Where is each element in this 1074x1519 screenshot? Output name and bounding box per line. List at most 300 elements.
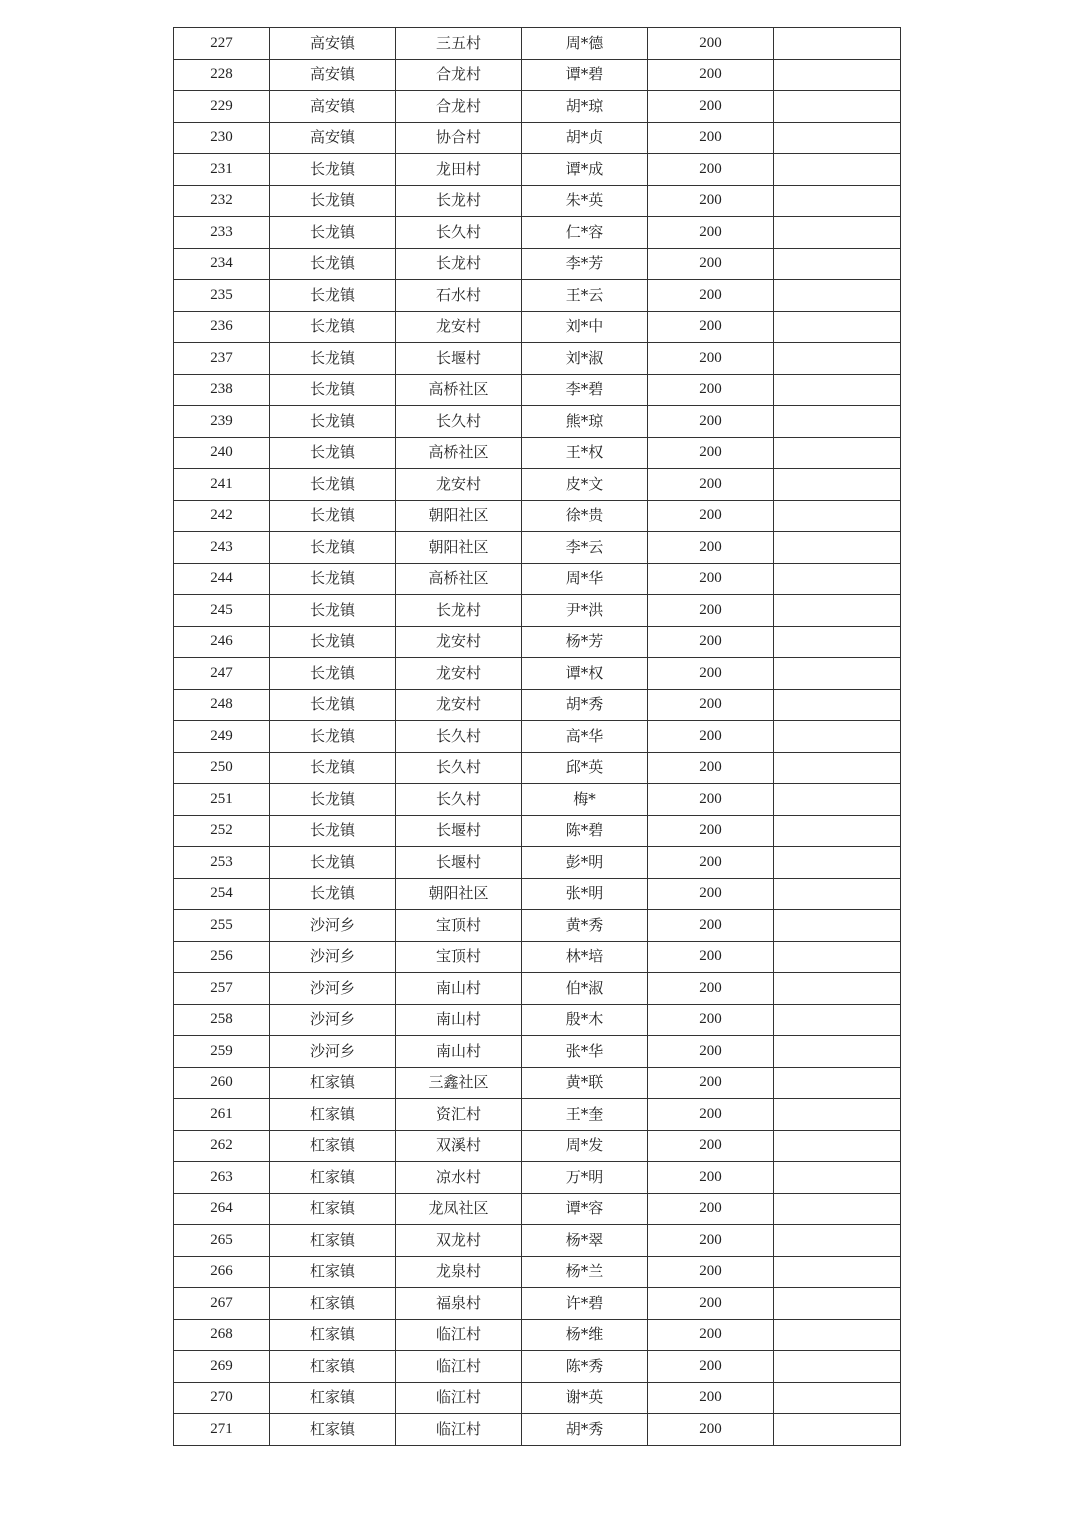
remarks-cell — [774, 469, 901, 501]
remarks-cell — [774, 626, 901, 658]
table-row — [174, 1414, 901, 1446]
remarks-cell — [774, 500, 901, 532]
name-cell: 周*发 — [522, 1130, 648, 1162]
serial-number-cell: 237 — [174, 343, 270, 375]
town-cell: 长龙镇 — [270, 469, 396, 501]
name-cell: 周*华 — [522, 563, 648, 595]
table-row — [174, 374, 901, 406]
table-row — [174, 1288, 901, 1320]
village-cell: 长龙村 — [396, 595, 522, 627]
village-cell: 龙安村 — [396, 626, 522, 658]
amount-cell: 200 — [648, 658, 774, 690]
serial-number-cell: 264 — [174, 1193, 270, 1225]
town-cell: 沙河乡 — [270, 1036, 396, 1068]
serial-number-cell: 255 — [174, 910, 270, 942]
serial-number-cell: 235 — [174, 280, 270, 312]
remarks-cell — [774, 1067, 901, 1099]
town-cell: 高安镇 — [270, 122, 396, 154]
serial-number-cell: 269 — [174, 1351, 270, 1383]
village-cell: 长久村 — [396, 406, 522, 438]
village-cell: 长堰村 — [396, 343, 522, 375]
name-cell: 徐*贵 — [522, 500, 648, 532]
serial-number-cell: 250 — [174, 752, 270, 784]
town-cell: 长龙镇 — [270, 721, 396, 753]
village-cell: 凉水村 — [396, 1162, 522, 1194]
table-row — [174, 343, 901, 375]
name-cell: 杨*芳 — [522, 626, 648, 658]
remarks-cell — [774, 1193, 901, 1225]
name-cell: 陈*秀 — [522, 1351, 648, 1383]
name-cell: 王*云 — [522, 280, 648, 312]
remarks-cell — [774, 1351, 901, 1383]
name-cell: 林*培 — [522, 941, 648, 973]
village-cell: 长堰村 — [396, 815, 522, 847]
village-cell: 长久村 — [396, 752, 522, 784]
table-row — [174, 1225, 901, 1257]
serial-number-cell: 247 — [174, 658, 270, 690]
name-cell: 胡*琼 — [522, 91, 648, 123]
name-cell: 胡*秀 — [522, 689, 648, 721]
serial-number-cell: 228 — [174, 59, 270, 91]
table-row — [174, 311, 901, 343]
serial-number-cell: 242 — [174, 500, 270, 532]
town-cell: 长龙镇 — [270, 595, 396, 627]
remarks-cell — [774, 343, 901, 375]
name-cell: 张*华 — [522, 1036, 648, 1068]
amount-cell: 200 — [648, 1004, 774, 1036]
table-row — [174, 1162, 901, 1194]
town-cell: 杠家镇 — [270, 1319, 396, 1351]
remarks-cell — [774, 721, 901, 753]
serial-number-cell: 259 — [174, 1036, 270, 1068]
village-cell: 龙凤社区 — [396, 1193, 522, 1225]
village-cell: 龙安村 — [396, 658, 522, 690]
town-cell: 长龙镇 — [270, 500, 396, 532]
village-cell: 高桥社区 — [396, 563, 522, 595]
name-cell: 谭*容 — [522, 1193, 648, 1225]
name-cell: 张*明 — [522, 878, 648, 910]
town-cell: 杠家镇 — [270, 1414, 396, 1446]
table-row — [174, 721, 901, 753]
table-row — [174, 752, 901, 784]
town-cell: 杠家镇 — [270, 1130, 396, 1162]
amount-cell: 200 — [648, 280, 774, 312]
table-row — [174, 248, 901, 280]
town-cell: 长龙镇 — [270, 437, 396, 469]
serial-number-cell: 234 — [174, 248, 270, 280]
serial-number-cell: 227 — [174, 28, 270, 60]
village-cell: 朝阳社区 — [396, 532, 522, 564]
remarks-cell — [774, 1162, 901, 1194]
remarks-cell — [774, 154, 901, 186]
amount-cell: 200 — [648, 1036, 774, 1068]
town-cell: 沙河乡 — [270, 941, 396, 973]
village-cell: 南山村 — [396, 1004, 522, 1036]
amount-cell: 200 — [648, 941, 774, 973]
amount-cell: 200 — [648, 1288, 774, 1320]
amount-cell: 200 — [648, 689, 774, 721]
remarks-cell — [774, 311, 901, 343]
village-cell: 临江村 — [396, 1319, 522, 1351]
amount-cell: 200 — [648, 1067, 774, 1099]
serial-number-cell: 248 — [174, 689, 270, 721]
serial-number-cell: 236 — [174, 311, 270, 343]
town-cell: 长龙镇 — [270, 343, 396, 375]
village-cell: 长堰村 — [396, 847, 522, 879]
town-cell: 长龙镇 — [270, 532, 396, 564]
remarks-cell — [774, 91, 901, 123]
name-cell: 谭*成 — [522, 154, 648, 186]
serial-number-cell: 265 — [174, 1225, 270, 1257]
village-cell: 朝阳社区 — [396, 878, 522, 910]
name-cell: 黄*联 — [522, 1067, 648, 1099]
amount-cell: 200 — [648, 28, 774, 60]
remarks-cell — [774, 374, 901, 406]
table-row — [174, 28, 901, 60]
remarks-cell — [774, 689, 901, 721]
table-row — [174, 563, 901, 595]
serial-number-cell: 256 — [174, 941, 270, 973]
village-cell: 宝顶村 — [396, 941, 522, 973]
amount-cell: 200 — [648, 847, 774, 879]
name-cell: 李*云 — [522, 532, 648, 564]
name-cell: 邱*英 — [522, 752, 648, 784]
table-row — [174, 1067, 901, 1099]
amount-cell: 200 — [648, 910, 774, 942]
serial-number-cell: 261 — [174, 1099, 270, 1131]
town-cell: 沙河乡 — [270, 1004, 396, 1036]
amount-cell: 200 — [648, 563, 774, 595]
amount-cell: 200 — [648, 122, 774, 154]
town-cell: 高安镇 — [270, 28, 396, 60]
remarks-cell — [774, 910, 901, 942]
serial-number-cell: 254 — [174, 878, 270, 910]
name-cell: 胡*贞 — [522, 122, 648, 154]
serial-number-cell: 268 — [174, 1319, 270, 1351]
serial-number-cell: 232 — [174, 185, 270, 217]
name-cell: 李*碧 — [522, 374, 648, 406]
village-cell: 高桥社区 — [396, 374, 522, 406]
table-row — [174, 847, 901, 879]
serial-number-cell: 266 — [174, 1256, 270, 1288]
village-cell: 长龙村 — [396, 248, 522, 280]
amount-cell: 200 — [648, 374, 774, 406]
town-cell: 长龙镇 — [270, 658, 396, 690]
name-cell: 周*德 — [522, 28, 648, 60]
village-cell: 长久村 — [396, 784, 522, 816]
name-cell: 陈*碧 — [522, 815, 648, 847]
remarks-cell — [774, 815, 901, 847]
name-cell: 尹*洪 — [522, 595, 648, 627]
amount-cell: 200 — [648, 595, 774, 627]
serial-number-cell: 238 — [174, 374, 270, 406]
amount-cell: 200 — [648, 469, 774, 501]
village-cell: 龙安村 — [396, 689, 522, 721]
amount-cell: 200 — [648, 1382, 774, 1414]
name-cell: 朱*英 — [522, 185, 648, 217]
remarks-cell — [774, 595, 901, 627]
town-cell: 杠家镇 — [270, 1067, 396, 1099]
name-cell: 黄*秀 — [522, 910, 648, 942]
amount-cell: 200 — [648, 1256, 774, 1288]
village-cell: 长久村 — [396, 721, 522, 753]
serial-number-cell: 270 — [174, 1382, 270, 1414]
name-cell: 杨*维 — [522, 1319, 648, 1351]
village-cell: 石水村 — [396, 280, 522, 312]
remarks-cell — [774, 1099, 901, 1131]
name-cell: 杨*兰 — [522, 1256, 648, 1288]
village-cell: 南山村 — [396, 1036, 522, 1068]
village-cell: 资汇村 — [396, 1099, 522, 1131]
remarks-cell — [774, 1319, 901, 1351]
table-row — [174, 941, 901, 973]
name-cell: 刘*中 — [522, 311, 648, 343]
remarks-cell — [774, 217, 901, 249]
town-cell: 杠家镇 — [270, 1162, 396, 1194]
village-cell: 长龙村 — [396, 185, 522, 217]
town-cell: 沙河乡 — [270, 973, 396, 1005]
amount-cell: 200 — [648, 784, 774, 816]
town-cell: 杠家镇 — [270, 1099, 396, 1131]
village-cell: 临江村 — [396, 1414, 522, 1446]
name-cell: 皮*文 — [522, 469, 648, 501]
name-cell: 杨*翠 — [522, 1225, 648, 1257]
name-cell: 谭*权 — [522, 658, 648, 690]
table-body — [174, 28, 901, 1446]
amount-cell: 200 — [648, 500, 774, 532]
name-cell: 李*芳 — [522, 248, 648, 280]
name-cell: 伯*淑 — [522, 973, 648, 1005]
table-row — [174, 784, 901, 816]
village-cell: 福泉村 — [396, 1288, 522, 1320]
serial-number-cell: 241 — [174, 469, 270, 501]
town-cell: 长龙镇 — [270, 185, 396, 217]
table-row — [174, 1351, 901, 1383]
name-cell: 王*权 — [522, 437, 648, 469]
name-cell: 高*华 — [522, 721, 648, 753]
table-row — [174, 626, 901, 658]
serial-number-cell: 244 — [174, 563, 270, 595]
remarks-cell — [774, 1004, 901, 1036]
village-cell: 南山村 — [396, 973, 522, 1005]
town-cell: 长龙镇 — [270, 784, 396, 816]
serial-number-cell: 243 — [174, 532, 270, 564]
town-cell: 杠家镇 — [270, 1288, 396, 1320]
serial-number-cell: 257 — [174, 973, 270, 1005]
town-cell: 长龙镇 — [270, 563, 396, 595]
amount-cell: 200 — [648, 154, 774, 186]
remarks-cell — [774, 1130, 901, 1162]
table-row — [174, 500, 901, 532]
table-row — [174, 815, 901, 847]
serial-number-cell: 233 — [174, 217, 270, 249]
table-row — [174, 469, 901, 501]
table-row — [174, 280, 901, 312]
table-row — [174, 878, 901, 910]
serial-number-cell: 253 — [174, 847, 270, 879]
remarks-cell — [774, 973, 901, 1005]
serial-number-cell: 239 — [174, 406, 270, 438]
town-cell: 长龙镇 — [270, 154, 396, 186]
village-cell: 双溪村 — [396, 1130, 522, 1162]
village-cell: 协合村 — [396, 122, 522, 154]
village-cell: 合龙村 — [396, 91, 522, 123]
amount-cell: 200 — [648, 91, 774, 123]
table-row — [174, 658, 901, 690]
table-row — [174, 532, 901, 564]
amount-cell: 200 — [648, 1414, 774, 1446]
remarks-cell — [774, 752, 901, 784]
town-cell: 长龙镇 — [270, 689, 396, 721]
remarks-cell — [774, 1414, 901, 1446]
remarks-cell — [774, 437, 901, 469]
name-cell: 许*碧 — [522, 1288, 648, 1320]
town-cell: 长龙镇 — [270, 878, 396, 910]
table-row — [174, 595, 901, 627]
serial-number-cell: 267 — [174, 1288, 270, 1320]
village-cell: 三五村 — [396, 28, 522, 60]
remarks-cell — [774, 532, 901, 564]
table-row — [174, 1382, 901, 1414]
name-cell: 王*奎 — [522, 1099, 648, 1131]
serial-number-cell: 231 — [174, 154, 270, 186]
remarks-cell — [774, 878, 901, 910]
remarks-cell — [774, 59, 901, 91]
village-cell: 龙安村 — [396, 311, 522, 343]
remarks-cell — [774, 1256, 901, 1288]
table-row — [174, 1256, 901, 1288]
name-cell: 谢*英 — [522, 1382, 648, 1414]
town-cell: 长龙镇 — [270, 847, 396, 879]
town-cell: 杠家镇 — [270, 1256, 396, 1288]
table-row — [174, 1319, 901, 1351]
table-row — [174, 217, 901, 249]
town-cell: 长龙镇 — [270, 311, 396, 343]
serial-number-cell: 240 — [174, 437, 270, 469]
remarks-cell — [774, 28, 901, 60]
serial-number-cell: 251 — [174, 784, 270, 816]
name-cell: 仁*容 — [522, 217, 648, 249]
serial-number-cell: 252 — [174, 815, 270, 847]
amount-cell: 200 — [648, 1193, 774, 1225]
remarks-cell — [774, 1036, 901, 1068]
town-cell: 长龙镇 — [270, 752, 396, 784]
village-cell: 合龙村 — [396, 59, 522, 91]
town-cell: 长龙镇 — [270, 626, 396, 658]
table-row — [174, 1099, 901, 1131]
town-cell: 杠家镇 — [270, 1193, 396, 1225]
remarks-cell — [774, 406, 901, 438]
table-row — [174, 122, 901, 154]
table-row — [174, 59, 901, 91]
amount-cell: 200 — [648, 1130, 774, 1162]
table-row — [174, 910, 901, 942]
amount-cell: 200 — [648, 532, 774, 564]
name-cell: 殷*木 — [522, 1004, 648, 1036]
village-cell: 临江村 — [396, 1382, 522, 1414]
town-cell: 杠家镇 — [270, 1351, 396, 1383]
amount-cell: 200 — [648, 248, 774, 280]
name-cell: 谭*碧 — [522, 59, 648, 91]
table-row — [174, 1130, 901, 1162]
remarks-cell — [774, 248, 901, 280]
town-cell: 杠家镇 — [270, 1225, 396, 1257]
amount-cell: 200 — [648, 343, 774, 375]
amount-cell: 200 — [648, 185, 774, 217]
village-cell: 龙安村 — [396, 469, 522, 501]
table-row — [174, 1036, 901, 1068]
serial-number-cell: 245 — [174, 595, 270, 627]
amount-cell: 200 — [648, 1162, 774, 1194]
remarks-cell — [774, 1225, 901, 1257]
town-cell: 高安镇 — [270, 91, 396, 123]
amount-cell: 200 — [648, 721, 774, 753]
serial-number-cell: 258 — [174, 1004, 270, 1036]
village-cell: 三鑫社区 — [396, 1067, 522, 1099]
village-cell: 宝顶村 — [396, 910, 522, 942]
amount-cell: 200 — [648, 1319, 774, 1351]
name-cell: 熊*琼 — [522, 406, 648, 438]
town-cell: 长龙镇 — [270, 248, 396, 280]
name-cell: 万*明 — [522, 1162, 648, 1194]
name-cell: 梅* — [522, 784, 648, 816]
amount-cell: 200 — [648, 878, 774, 910]
amount-cell: 200 — [648, 311, 774, 343]
village-cell: 朝阳社区 — [396, 500, 522, 532]
town-cell: 长龙镇 — [270, 406, 396, 438]
town-cell: 长龙镇 — [270, 374, 396, 406]
village-cell: 龙田村 — [396, 154, 522, 186]
serial-number-cell: 262 — [174, 1130, 270, 1162]
amount-cell: 200 — [648, 752, 774, 784]
name-cell: 胡*秀 — [522, 1414, 648, 1446]
table-row — [174, 437, 901, 469]
amount-cell: 200 — [648, 217, 774, 249]
remarks-cell — [774, 122, 901, 154]
town-cell: 杠家镇 — [270, 1382, 396, 1414]
table-row — [174, 185, 901, 217]
records-table — [173, 27, 901, 1446]
serial-number-cell: 249 — [174, 721, 270, 753]
table-row — [174, 91, 901, 123]
amount-cell: 200 — [648, 815, 774, 847]
remarks-cell — [774, 1382, 901, 1414]
town-cell: 长龙镇 — [270, 217, 396, 249]
serial-number-cell: 263 — [174, 1162, 270, 1194]
village-cell: 长久村 — [396, 217, 522, 249]
table-row — [174, 154, 901, 186]
serial-number-cell: 230 — [174, 122, 270, 154]
town-cell: 沙河乡 — [270, 910, 396, 942]
table-row — [174, 1004, 901, 1036]
table-row — [174, 1193, 901, 1225]
village-cell: 临江村 — [396, 1351, 522, 1383]
serial-number-cell: 229 — [174, 91, 270, 123]
town-cell: 长龙镇 — [270, 280, 396, 312]
amount-cell: 200 — [648, 1351, 774, 1383]
remarks-cell — [774, 658, 901, 690]
remarks-cell — [774, 784, 901, 816]
amount-cell: 200 — [648, 973, 774, 1005]
amount-cell: 200 — [648, 59, 774, 91]
remarks-cell — [774, 185, 901, 217]
table-row — [174, 406, 901, 438]
village-cell: 龙泉村 — [396, 1256, 522, 1288]
remarks-cell — [774, 1288, 901, 1320]
town-cell: 长龙镇 — [270, 815, 396, 847]
amount-cell: 200 — [648, 1099, 774, 1131]
village-cell: 高桥社区 — [396, 437, 522, 469]
